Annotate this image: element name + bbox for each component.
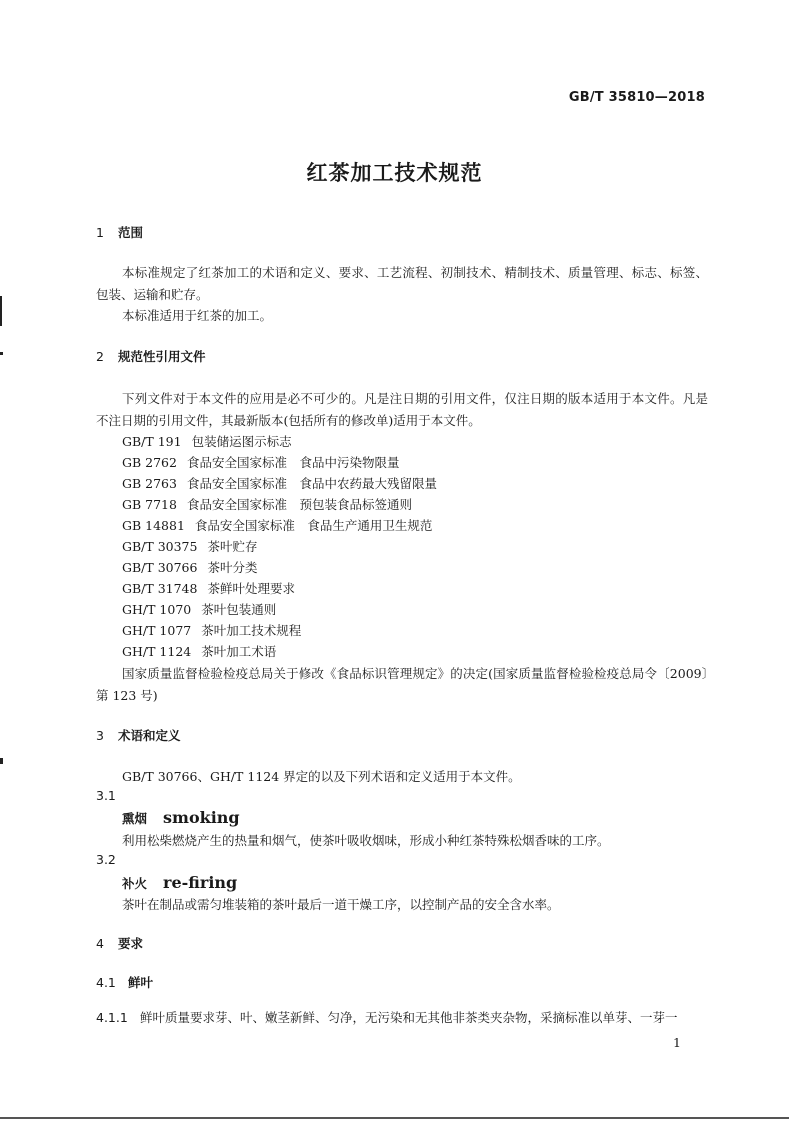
reference-title: 茶叶加工技术规程 <box>201 623 302 638</box>
normative-refs-intro: 下列文件对于本文件的应用是必不可少的。凡是注日期的引用文件，仅注日期的版本适用于本文件。凡是不注日期的引用文件，其最新版本(包括所有的修改单)适用于本文件。 <box>96 391 708 428</box>
section-title: 术语和定义 <box>118 728 181 743</box>
clause-text: 鲜叶质量要求芽、叶、嫩茎新鲜、匀净，无污染和无其他非茶类夹杂物，采摘标准以单芽、一芽一 <box>140 1010 678 1025</box>
document-title: 红茶加工技术规范 <box>306 161 483 185</box>
reference-item <box>122 494 437 515</box>
reference-code: GB 14881 <box>122 518 185 533</box>
reference-code: GB/T 30766 <box>122 560 198 575</box>
term-english: re-firing <box>163 873 238 892</box>
term-number: 3.1 <box>96 788 116 803</box>
term-definition: 茶叶在制品或需匀堆装箱的茶叶最后一道干燥工序，以控制产品的安全含水率。 <box>122 897 560 912</box>
term-name: 补火 <box>122 876 148 891</box>
reference-title: 包装储运图示标志 <box>191 434 292 449</box>
reference-item <box>122 641 437 662</box>
reference-item <box>122 473 437 494</box>
clause-item <box>96 1007 678 1028</box>
reference-item <box>122 515 437 536</box>
reference-code: GB 2763 <box>122 476 177 491</box>
standard-code: GB/T 35810—2018 <box>568 90 705 105</box>
scope-applicability: 本标准适用于红茶的加工。 <box>122 308 273 323</box>
section-heading-normative-refs <box>96 347 206 365</box>
section-number: 4 <box>96 936 104 951</box>
section-heading-terms <box>96 726 181 744</box>
reference-code: GB/T 30375 <box>122 539 198 554</box>
scan-mark <box>0 1117 789 1119</box>
term-number: 3.2 <box>96 852 116 867</box>
reference-title: 食品安全国家标准 食品生产通用卫生规范 <box>194 518 433 533</box>
section-number: 2 <box>96 349 104 364</box>
subsection-heading-fresh-leaf <box>96 973 153 991</box>
reference-title: 食品安全国家标准 食品中污染物限量 <box>186 455 400 470</box>
reference-code: GB/T 31748 <box>122 581 198 596</box>
clause-number: 4.1.1 <box>96 1010 128 1025</box>
reference-item <box>122 599 437 620</box>
reference-list <box>122 431 437 662</box>
reference-title: 食品安全国家标准 预包装食品标签通则 <box>186 497 412 512</box>
term-definition: 利用松柴燃烧产生的热量和烟气，使茶叶吸收烟味，形成小种红茶特殊松烟香味的工序。 <box>122 833 610 848</box>
reference-title: 茶叶包装通则 <box>201 602 277 617</box>
reference-item <box>122 452 437 473</box>
reference-item <box>122 536 437 557</box>
scan-mark <box>0 758 3 764</box>
page-number: 1 <box>673 1035 681 1050</box>
scan-mark <box>0 352 3 355</box>
term-name: 熏烟 <box>122 811 148 826</box>
section-title: 范围 <box>118 225 144 240</box>
term-heading <box>122 808 240 827</box>
section-number: 3 <box>96 728 104 743</box>
reference-code: GB 7718 <box>122 497 177 512</box>
reference-title: 茶鲜叶处理要求 <box>207 581 295 596</box>
reference-item <box>122 557 437 578</box>
section-number: 1 <box>96 225 104 240</box>
reference-title: 食品安全国家标准 食品中农药最大残留限量 <box>186 476 437 491</box>
reference-item <box>122 578 437 599</box>
section-title: 规范性引用文件 <box>118 349 206 364</box>
reference-code: GH/T 1077 <box>122 623 192 638</box>
terms-intro: GB/T 30766、GH/T 1124 界定的以及下列术语和定义适用于本文件。 <box>122 769 521 784</box>
reference-title: 茶叶加工术语 <box>201 644 277 659</box>
reference-code: GB 2762 <box>122 455 177 470</box>
reference-code: GH/T 1070 <box>122 602 192 617</box>
term-heading <box>122 873 237 892</box>
section-heading-scope <box>96 223 143 241</box>
scan-mark <box>0 296 2 326</box>
reference-code: GB/T 191 <box>122 434 182 449</box>
term-english: smoking <box>163 808 240 827</box>
section-title: 要求 <box>118 936 144 951</box>
reference-code: GH/T 1124 <box>122 644 192 659</box>
scope-paragraph: 本标准规定了红茶加工的术语和定义、要求、工艺流程、初制技术、精制技术、质量管理、标志、标签、包装、运输和贮存。 <box>96 265 708 302</box>
reference-item <box>122 620 437 641</box>
reference-title: 茶叶贮存 <box>207 539 258 554</box>
subsection-number: 4.1 <box>96 975 116 990</box>
reference-item <box>122 431 437 452</box>
section-heading-requirements <box>96 934 143 952</box>
reference-title: 茶叶分类 <box>207 560 258 575</box>
subsection-title: 鲜叶 <box>128 975 154 990</box>
normative-refs-decree: 国家质量监督检验检疫总局关于修改《食品标识管理规定》的决定(国家质量监督检验检疫总局令〔2009〕第 123 号) <box>96 666 708 703</box>
